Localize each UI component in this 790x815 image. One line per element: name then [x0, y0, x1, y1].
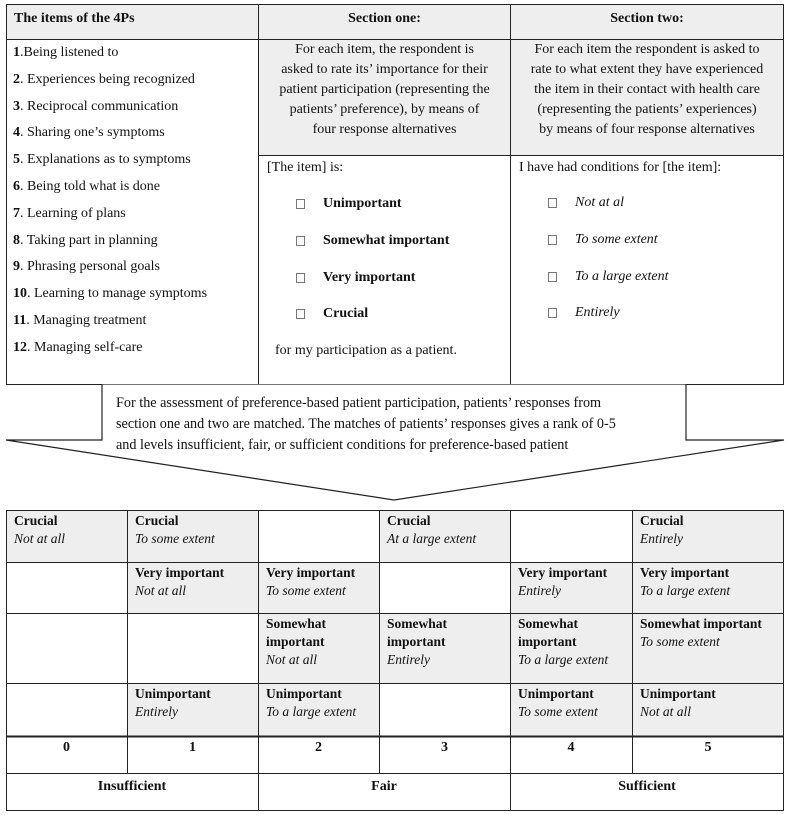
rank-1: 1 [189, 740, 196, 755]
option-very-important: Very important [296, 270, 415, 286]
header-items: The items of the 4Ps [14, 11, 135, 26]
section-one-desc-line: patient participation (representing the [279, 82, 490, 97]
option-to-a-large-extent: To a large extent [548, 269, 668, 285]
option-crucial: Crucial [296, 306, 368, 322]
header-section-one: Section one: [348, 11, 421, 26]
arrow-text-line: section one and two are matched. The matches of patients’ responses gives a rank of 0-5 [116, 416, 616, 432]
option-to-some-extent: To some extent [548, 232, 658, 248]
option-not-at-al: Not at al [548, 195, 624, 211]
arrow-text-line: For the assessment of preference-based patient participation, patients’ responses from [116, 395, 602, 411]
list-item: 4. Sharing one’s symptoms [13, 125, 165, 141]
rank-0: 0 [63, 740, 70, 755]
list-item: 1.Being listened to [13, 45, 119, 60]
list-item: 11. Managing treatment [13, 312, 147, 328]
section-one-desc-line: asked to rate its’ importance for their [281, 62, 488, 77]
list-item: 5. Explanations as to symptoms [13, 152, 191, 168]
rank-2: 2 [315, 740, 322, 755]
grid-cell: Somewhat important Not at all [266, 616, 326, 667]
grid-cell: Very important To a large extent [640, 565, 731, 598]
section-one-desc-line: For each item, the respondent is [295, 42, 474, 57]
grid-cell: Unimportant To a large extent [266, 686, 357, 719]
list-item: 2. Experiences being recognized [13, 71, 195, 87]
grid-cell: Crucial To some extent [135, 513, 215, 546]
header-section-two: Section two: [610, 11, 684, 26]
list-item: 8. Taking part in planning [13, 232, 158, 248]
rank-5: 5 [704, 740, 712, 755]
list-item: 9. Phrasing personal goals [13, 259, 160, 275]
grid-cell: Very important To some extent [266, 565, 356, 598]
grid-cell: Somewhat important To a large extent [518, 616, 609, 667]
grid-cell: Crucial Not at all [14, 513, 66, 546]
list-item: 12. Managing self-care [13, 339, 143, 355]
grid-cell: Very important Not at all [135, 565, 225, 598]
grid-cell: Unimportant To some extent [518, 686, 598, 719]
list-item: 6. Being told what is done [13, 178, 160, 194]
section-two-prompt: I have had conditions for [the item]: [519, 160, 722, 175]
option-unimportant: Unimportant [296, 196, 402, 212]
grid-cell: Somewhat important To some extent [640, 616, 762, 649]
section-one-desc-line: four response alternatives [312, 122, 457, 137]
grid-cell: Unimportant Not at all [640, 686, 716, 719]
section-one-footer: for my participation as a patient. [275, 343, 457, 358]
option-somewhat-important: Somewhat important [296, 233, 449, 249]
level-insufficient: Insufficient [97, 779, 167, 794]
section-one-desc-line: patients’ preference), by means of [289, 102, 480, 117]
list-item: 7. Learning of plans [13, 205, 126, 221]
grid-cell: Crucial At a large extent [387, 513, 477, 546]
section-two-desc-line: For each item the respondent is asked to [534, 42, 760, 57]
arrow-text-line: and levels insufficient, fair, or sufficient conditions for preference-based patient [116, 437, 569, 453]
level-sufficient: Sufficient [618, 779, 676, 794]
section-two-desc-line: (representing the patients’ experiences) [537, 102, 757, 117]
list-item: 3. Reciprocal communication [13, 98, 179, 114]
rank-3: 3 [441, 740, 448, 755]
grid-cell: Somewhat important Entirely [387, 616, 447, 667]
grid-cell: Very important Entirely [518, 565, 608, 598]
level-fair: Fair [371, 779, 397, 794]
grid-cell: Unimportant Entirely [135, 686, 211, 719]
section-two-desc-line: by means of four response alternatives [539, 122, 755, 137]
section-two-desc-line: the item in their contact with health care [534, 82, 760, 97]
list-item: 10. Learning to manage symptoms [13, 286, 208, 302]
option-entirely: Entirely [548, 305, 620, 321]
rank-4: 4 [567, 740, 575, 755]
section-one-prompt: [The item] is: [267, 160, 344, 175]
grid-cell: Crucial Entirely [640, 513, 684, 546]
section-two-desc-line: rate to what extent they have experienced [530, 62, 764, 77]
